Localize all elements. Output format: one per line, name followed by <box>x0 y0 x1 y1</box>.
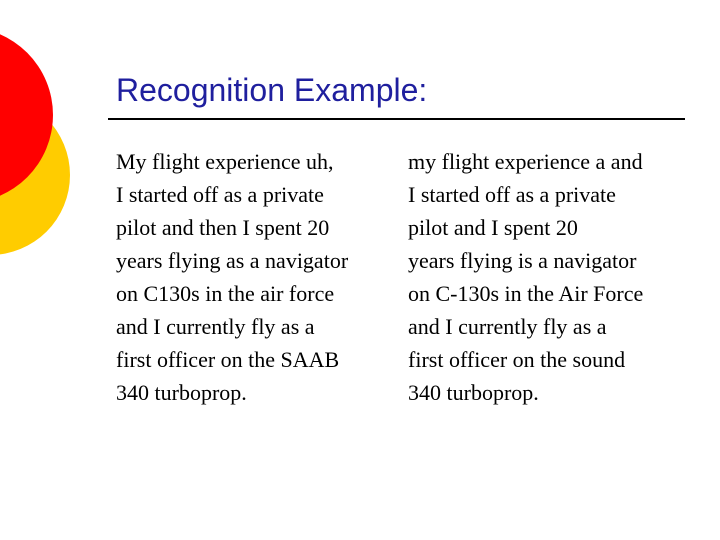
left-line: pilot and then I spent 20 <box>116 215 330 240</box>
left-line: My flight experience uh, <box>116 149 334 174</box>
left-line: and I currently fly as a <box>116 314 315 339</box>
decorative-circles <box>0 0 90 300</box>
right-line: and I currently fly as a <box>408 314 607 339</box>
right-line: I started off as a private <box>408 182 616 207</box>
right-column-recognized <box>408 145 643 409</box>
left-line: first officer on the SAAB <box>116 347 340 372</box>
left-line: I started off as a private <box>116 182 324 207</box>
slide-title: Recognition Example: <box>116 72 428 108</box>
left-column-transcript <box>116 145 348 409</box>
left-line: years flying as a navigator <box>116 248 349 273</box>
right-line: first officer on the sound <box>408 347 626 372</box>
right-line: pilot and I spent 20 <box>408 215 578 240</box>
right-line: my flight experience a and <box>408 149 643 174</box>
right-line: years flying is a navigator <box>408 248 637 273</box>
left-line: on C130s in the air force <box>116 281 335 306</box>
right-line: on C-130s in the Air Force <box>408 281 644 306</box>
title-underline <box>108 118 685 120</box>
right-line: 340 turboprop. <box>408 380 539 405</box>
left-line: 340 turboprop. <box>116 380 247 405</box>
